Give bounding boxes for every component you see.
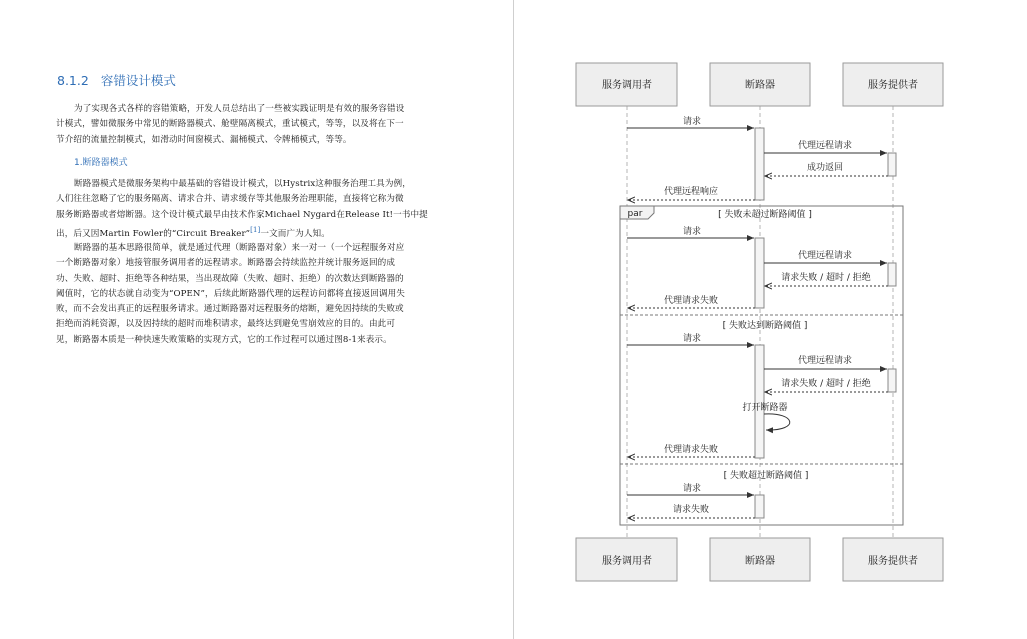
guard-2-label: [ 失败达到断路阈值 ] (722, 321, 808, 331)
p2-line: 败，而不会发出真正的远程服务请求。通过断路器对远程服务的熔断，避免因持续的失败或 (56, 304, 404, 315)
section-title: 容错设计模式 (100, 73, 176, 88)
p1-last-after: 一文而广为人知。 (260, 228, 330, 239)
left-page (0, 0, 513, 639)
activation-breaker-2 (755, 238, 764, 308)
participant-breaker-bottom (710, 538, 810, 581)
p2-line: 一个断路器对象）地接管服务调用者的远程请求。断路器会持续监控并统计服务返回的成 (56, 258, 396, 269)
p1-line: 人们往往忽略了它的服务隔离、请求合并、请求缓存等其他服务治理职能，直接将它称为微 (56, 194, 404, 205)
branch2-fail-label: 请求失败 / 超时 / 拒绝 (781, 379, 871, 389)
subheading-circuit-breaker: 1.断路器模式 (74, 158, 128, 168)
participant-caller-label: 服务调用者 (602, 556, 652, 567)
paragraph-2 (56, 241, 456, 348)
section-heading (57, 71, 176, 89)
intro-line: 为了实现各式各样的容错策略，开发人员总结出了一些被实践证明是有效的服务容错设 (74, 104, 405, 114)
p1-line: 服务断路器或者熔断器。这个设计模式最早由技术作家Michael Nygard在Release It!一书中提 (56, 209, 428, 220)
guard-1-label: [ 失败未超过断路阈值 ] (718, 210, 812, 220)
activation-breaker-3 (755, 345, 764, 458)
p2-line: 见，断路器本质是一种快速失败策略的实现方式，它的工作过程可以通过图8-1来表示。 (56, 334, 392, 345)
p2-line: 功、失败、超时、拒绝等各种结果，当出现故障（失败、超时、拒绝）的次数达到断路器的 (56, 273, 404, 284)
paragraph-1 (56, 177, 456, 242)
par-frame-label: par (627, 209, 643, 219)
section-number: 8.1.2 (57, 73, 89, 88)
p1-last-before: 出，后又因Martin Fowler的“Circuit Breaker” (56, 228, 251, 239)
branch1-request-label: 请求 (682, 227, 702, 237)
participant-breaker-label: 断路器 (745, 80, 775, 91)
participant-caller-label: 服务调用者 (602, 80, 652, 91)
msg-proxy-request-label: 代理远程请求 (797, 141, 853, 151)
self-call-arrow (764, 414, 790, 430)
right-page (514, 0, 1027, 639)
participant-provider-label: 服务提供者 (868, 556, 918, 567)
p1-last-line (56, 223, 456, 242)
branch2-request-label: 请求 (682, 334, 702, 344)
p2-line: 阈值时，它的状态就自动变为“OPEN”，后续此断路器代理的远程访问都将直接返回调用失 (56, 288, 405, 299)
p2-line: 断路器的基本思路很简单，就是通过代理（断路器对象）来一对一（一个远程服务对应 (74, 243, 405, 253)
participant-provider-top (843, 63, 943, 106)
branch3-request-label: 请求 (682, 484, 702, 494)
intro-line: 节介绍的流量控制模式，如滑动时间窗模式、漏桶模式、令牌桶模式，等等。 (56, 134, 352, 145)
footnote-link[interactable]: [1] (250, 225, 261, 234)
activation-breaker-4 (755, 495, 764, 518)
msg-request-label: 请求 (682, 117, 702, 127)
p1-line: 断路器模式是微服务架构中最基础的容错设计模式，以Hystrix这种服务治理工具为例， (74, 179, 411, 189)
p2-line: 拒绝而消耗资源，以及因持续的超时而堆积请求，最终达到避免雪崩效应的目的。由此可 (56, 319, 396, 330)
intro-paragraph (56, 102, 456, 148)
msg-proxy-response-label: 代理远程响应 (663, 187, 719, 197)
participant-breaker-label: 断路器 (745, 556, 775, 567)
participant-caller-top (576, 63, 677, 106)
activation-breaker-1 (755, 128, 764, 200)
intro-line: 计模式，譬如微服务中常见的断路器模式、舱壁隔离模式，重试模式，等等，以及将在下一 (56, 119, 404, 130)
participant-breaker-top (710, 63, 810, 106)
open-breaker-label: 打开断路器 (742, 403, 788, 413)
branch3-request-fail-label: 请求失败 (672, 505, 710, 515)
sequence-diagram (514, 0, 1027, 639)
msg-success-label: 成功返回 (806, 163, 844, 173)
branch1-proxy-label: 代理远程请求 (797, 251, 853, 261)
branch2-proxy-label: 代理远程请求 (797, 356, 853, 366)
branch1-proxy-fail-label: 代理请求失败 (663, 296, 719, 306)
branch1-fail-label: 请求失败 / 超时 / 拒绝 (781, 273, 871, 283)
guard-3-label: [ 失败超过断路阈值 ] (723, 471, 809, 481)
branch2-proxy-fail-label: 代理请求失败 (663, 445, 719, 455)
activation-provider-2 (888, 263, 896, 286)
activation-provider-3 (888, 369, 896, 392)
participant-caller-bottom (576, 538, 677, 581)
participant-provider-bottom (843, 538, 943, 581)
activation-provider-1 (888, 153, 896, 176)
participant-provider-label: 服务提供者 (868, 80, 918, 91)
